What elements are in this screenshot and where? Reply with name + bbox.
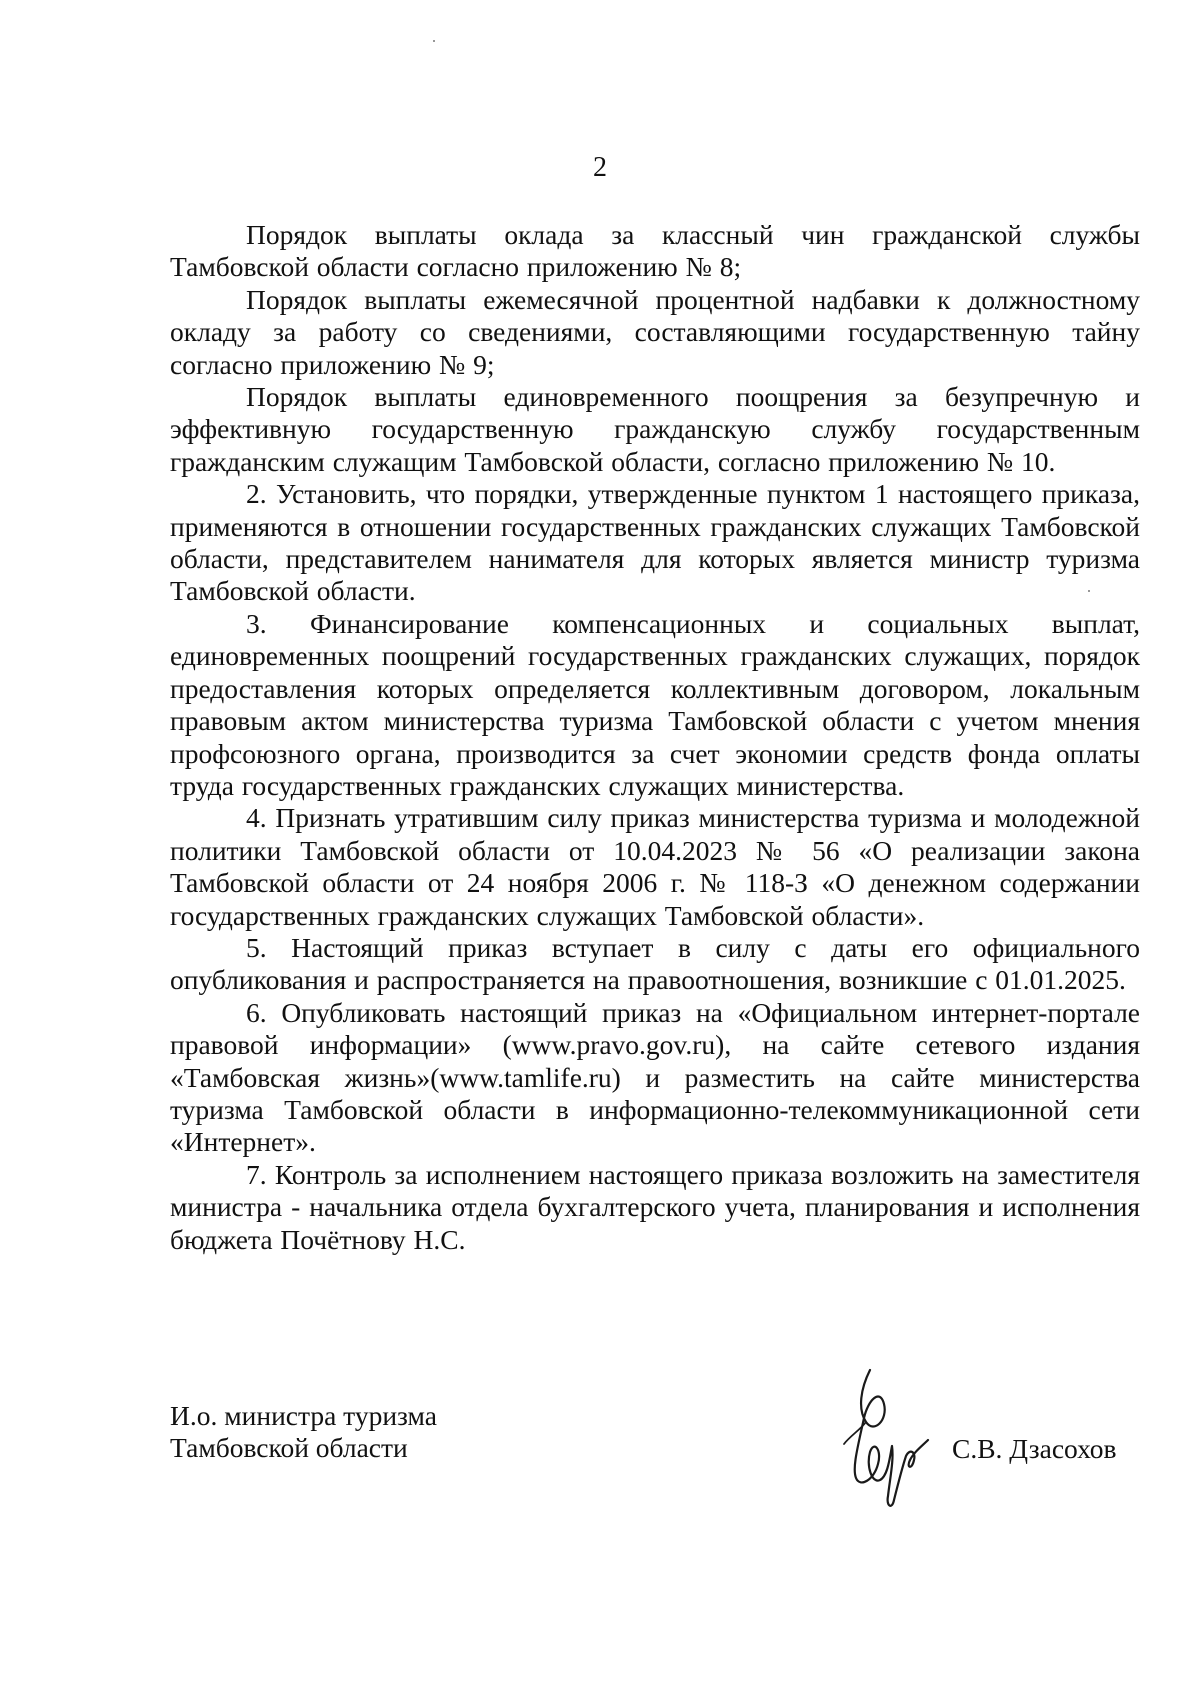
paragraph-item-2: 2. Установить, что порядки, утвержденные пунктом 1 настоящего приказа, применяются в отношении государственных гражданских служащих Тамбовской области, представителем нанимателя для которых является министр туризма Тамбовской области.: [170, 478, 1140, 607]
paragraph-order-8: Порядок выплаты оклада за классный чин гражданской службы Тамбовской области согласно приложению № 8;: [170, 219, 1140, 283]
document-body: [170, 219, 1140, 1256]
signatory-name: С.В. Дзасохов: [952, 1433, 1117, 1464]
signatory-position: [170, 1400, 437, 1465]
page-number: 2: [593, 152, 607, 183]
paragraph-order-9: Порядок выплаты ежемесячной процентной надбавки к должностному окладу за работу со сведениями, составляющими государственную тайну согласно приложению № 9;: [170, 283, 1140, 380]
signatory-position-line2: Тамбовской области: [170, 1432, 408, 1464]
signature-block: [170, 1400, 1130, 1520]
signatory-position-line1: И.о. министра туризма: [170, 1400, 437, 1431]
paragraph-order-10: Порядок выплаты единовременного поощрения за безупречную и эффективную государственную гражданскую службу государственным гражданским служащим Тамбовской области, согласно приложению № 10.: [170, 381, 1140, 477]
paragraph-item-6: 6. Опубликовать настоящий приказ на «Официальном интернет-портале правовой информации» (www.pravo.gov.ru), на сайте сетевого издания «Тамбовская жизнь»(www.tamlife.ru) и разместить на сайте министерства туризма Тамбовской области в информационно-телекоммуникационной сети «Интернет».: [170, 996, 1140, 1158]
paragraph-item-4: 4. Признать утратившим силу приказ министерства туризма и молодежной политики Тамбовской области от 10.04.2023 № 56 «О реализации закона Тамбовской области от 24 ноября 2006 г. № 118-З «О денежном содержании государственных гражданских служащих Тамбовской области».: [170, 802, 1140, 931]
paragraph-item-5: 5. Настоящий приказ вступает в силу с даты его официального опубликования и распространяется на правоотношения, возникшие с 01.01.2025.: [170, 931, 1140, 996]
scan-speck: [433, 40, 435, 42]
handwritten-signature-icon: [830, 1360, 940, 1520]
paragraph-item-3: 3. Финансирование компенсационных и социальных выплат, единовременных поощрений государственных гражданских служащих, порядок предоставления которых определяется коллективным договором, локальным правовым актом министерства туризма Тамбовской области с учетом мнения профсоюзного органа, производится за счет экономии средств фонда оплаты труда государственных гражданских служащих министерства.: [170, 607, 1140, 801]
paragraph-item-7: 7. Контроль за исполнением настоящего приказа возложить на заместителя министра - начальника отдела бухгалтерского учета, планирования и исполнения бюджета Почётнову Н.С.: [170, 1158, 1140, 1255]
